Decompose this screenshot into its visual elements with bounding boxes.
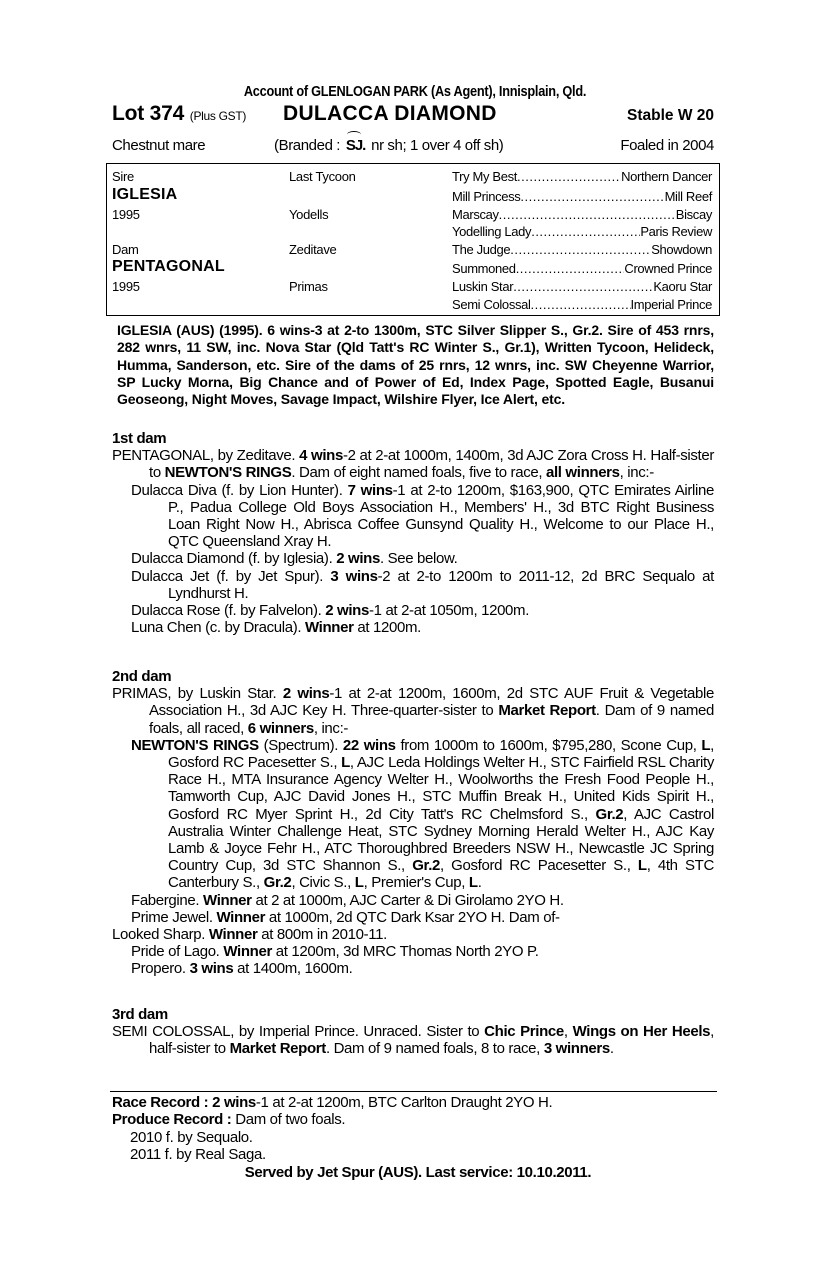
gg-name: The Judge xyxy=(452,242,511,257)
horse-name: DULACCA DIAMOND xyxy=(283,102,497,125)
gg-sire: Biscay xyxy=(675,207,712,222)
bold-text: Winner xyxy=(223,943,272,961)
text: Fabergine. xyxy=(131,891,204,909)
great-grandparent-row xyxy=(452,207,712,222)
foaled-year: Foaled in 2004 xyxy=(620,137,714,154)
text: Pride of Lago. xyxy=(131,943,224,961)
produce-record-label: Produce Record : xyxy=(112,1111,236,1129)
text: -2 at 2-at 1000m, 1400m, 3d AJC Zora Cross H. Half-sister to xyxy=(149,447,715,482)
race-record-label: Race Record : xyxy=(112,1094,213,1111)
text: , half-sister to xyxy=(149,1023,714,1058)
leader-dots xyxy=(516,261,625,276)
great-grandparent-row xyxy=(452,189,712,204)
foal-entry xyxy=(112,892,714,909)
dam-year: 1995 xyxy=(112,279,140,294)
grandfoal-entry xyxy=(112,926,714,943)
bold-text: L xyxy=(637,857,647,875)
bold-text: L xyxy=(341,754,350,772)
bold-text: L xyxy=(701,736,711,754)
leader-dots xyxy=(520,189,664,204)
section-title: 2nd dam xyxy=(112,668,172,685)
leader-dots xyxy=(499,207,676,222)
text: -1 at 2-to 1200m, $163,900, QTC Emirates Airline P., Padua College Old Boys Association H., Members' H., 3d BTC Right Business Loan Right Now H., Abrisca Coffee Gunsynd Quality H., Welcome to our Place H., QTC Queensland Xray H. xyxy=(168,481,714,551)
leader-dots xyxy=(531,224,640,239)
text: . Dam of eight named foals, five to race, xyxy=(291,464,546,482)
text: PENTAGONAL, by Zeditave. xyxy=(112,447,300,465)
bold-text: Winner xyxy=(208,926,258,944)
great-grandparent-row xyxy=(452,297,712,312)
text: , AJC Leda Holdings Welter H., STC Fairfield RSL Charity Race H., MTA Insurance Agency Welter H., Woolworths the Fresh Food People H., Tamworth Cup, AJC David Jones H., STC Muffin Break H., United Kids Spirit H., Gosford RC Myer Sprint H., 2d City Tatt's RC Chelmsford S., xyxy=(168,754,714,823)
foal-entry xyxy=(112,550,714,567)
branded-suffix: nr sh; 1 over 4 off sh) xyxy=(371,137,504,154)
text: at 1200m, 3d MRC Thomas North 2YO P. xyxy=(271,943,539,961)
great-grandparent-row xyxy=(452,169,712,184)
produce-item: 2011 f. by Real Saga. xyxy=(130,1146,266,1164)
leader-dots xyxy=(531,297,631,312)
dam-paragraph xyxy=(112,685,714,737)
foal-entry xyxy=(112,619,714,636)
pedigree-table xyxy=(106,163,720,316)
gg-sire: Paris Review xyxy=(640,224,712,239)
text: , xyxy=(563,1023,573,1041)
foal-entry xyxy=(112,568,714,602)
foal-entry xyxy=(112,737,714,892)
text: , AJC Castrol Australia Winter Challenge Heat, STC Sydney Morning Herald Welter H., AJC Kay Lamb & Joyce Fehr H., ATC Thoroughbred Breeders NSW H., Newcastle JC Spring Country Cup, 3d STC Shannon S., xyxy=(168,805,714,875)
bold-text: 4 wins xyxy=(299,447,343,465)
bold-text: 2 wins xyxy=(325,602,369,620)
gg-sire: Northern Dancer xyxy=(621,169,712,184)
text: Dam of two foals. xyxy=(235,1111,346,1129)
text: at 2 at 1000m, AJC Carter & Di Girolamo 2YO H. xyxy=(251,891,564,909)
text: from 1000m to 1600m, $795,280, Scone Cup, xyxy=(395,736,702,754)
dam-dam: Primas xyxy=(289,279,328,294)
sire-year: 1995 xyxy=(112,207,140,222)
text: -1 at 2-at 1200m, BTC Carlton Draught 2YO H. xyxy=(255,1094,553,1111)
gg-name: Mill Princess xyxy=(452,189,521,204)
text: , inc:- xyxy=(313,719,349,737)
dam-label: Dam xyxy=(112,242,139,257)
bold-text: 3 winners xyxy=(543,1040,610,1058)
stable-location: Stable W 20 xyxy=(627,107,714,124)
dam-paragraph xyxy=(112,1023,714,1057)
records-section xyxy=(112,1094,714,1181)
text: . xyxy=(609,1040,614,1058)
gg-name: Marscay xyxy=(452,207,499,222)
bold-text: Market Report xyxy=(229,1040,326,1058)
brand-mark-icon: SJ. xyxy=(345,137,366,154)
text: Dulacca Diva (f. by Lion Hunter). xyxy=(131,481,348,499)
bold-text: Gr.2 xyxy=(412,857,441,875)
bold-text: 7 wins xyxy=(347,481,393,499)
gg-name: Yodelling Lady xyxy=(452,224,532,239)
bold-text: L xyxy=(354,874,364,892)
gg-sire: Kaoru Star xyxy=(653,279,712,294)
bold-text: L xyxy=(468,874,478,892)
bold-text: Winner xyxy=(216,908,266,926)
bold-text: Market Report xyxy=(498,702,596,720)
third-dam-section xyxy=(112,1006,714,1058)
text: (Spectrum). xyxy=(258,736,343,754)
gg-sire: Mill Reef xyxy=(664,189,712,204)
great-grandparent-row xyxy=(452,279,712,294)
bold-text: 6 winners xyxy=(247,719,314,737)
brand-info xyxy=(274,137,503,154)
foal-entry xyxy=(112,943,714,960)
text: Looked Sharp. xyxy=(112,926,209,944)
lot-number xyxy=(112,102,246,126)
leader-dots xyxy=(513,279,653,294)
produce-record xyxy=(112,1111,714,1128)
bold-text: Gr.2 xyxy=(595,805,624,823)
vendor-account: Account of GLENLOGAN PARK (As Agent), Innisplain, Qld. xyxy=(243,84,587,100)
gg-name: Semi Colossal xyxy=(452,297,531,312)
foal-entry xyxy=(112,960,714,977)
section-title: 1st dam xyxy=(112,430,167,447)
section-divider xyxy=(110,1091,717,1092)
sire-label: Sire xyxy=(112,169,134,184)
gg-name: Luskin Star xyxy=(452,279,514,294)
bold-text: NEWTON'S RINGS xyxy=(131,736,259,754)
race-record xyxy=(112,1094,714,1111)
text: , Gosford RC Pacesetter S., xyxy=(168,736,714,772)
great-grandparent-row xyxy=(452,261,712,276)
leader-dots xyxy=(517,169,621,184)
text: . See below. xyxy=(379,550,458,568)
bold-text: Winner xyxy=(203,891,252,909)
bold-text: 22 wins xyxy=(342,736,396,754)
text: at 1000m, 2d QTC Dark Ksar 2YO H. Dam of- xyxy=(265,908,560,926)
bold-text: Chic Prince xyxy=(484,1023,564,1041)
gg-name: Try My Best xyxy=(452,169,518,184)
foal-entry xyxy=(112,482,714,551)
text: PRIMAS, by Luskin Star. xyxy=(112,685,283,703)
foal-entry xyxy=(112,909,714,926)
dam-sire: Zeditave xyxy=(289,242,337,257)
sire-dam: Yodells xyxy=(289,207,329,222)
text: Propero. xyxy=(131,960,190,978)
text: , 4th STC Canterbury S., xyxy=(168,857,714,892)
text: Luna Chen (c. by Dracula). xyxy=(131,619,305,637)
text: . Dam of 9 named foals, all raced, xyxy=(149,702,714,737)
text: , Gosford RC Pacesetter S., xyxy=(440,857,638,875)
section-title: 3rd dam xyxy=(112,1006,168,1023)
bold-text: 2 wins xyxy=(336,550,380,568)
colour-sex: Chestnut mare xyxy=(112,137,206,154)
produce-item: 2010 f. by Sequalo. xyxy=(130,1128,253,1146)
text: . Dam of 9 named foals, 8 to race, xyxy=(325,1040,544,1058)
lot-header xyxy=(112,102,718,130)
text: SEMI COLOSSAL, by Imperial Prince. Unraced. Sister to xyxy=(112,1023,485,1041)
text: at 1400m, 1600m. xyxy=(233,960,353,978)
great-grandparent-row xyxy=(452,242,712,257)
text: , Civic S., xyxy=(291,874,355,892)
text: at 1200m. xyxy=(353,619,421,637)
leader-dots xyxy=(510,242,651,257)
bold-text: all winners xyxy=(545,464,620,482)
bold-text: 3 wins xyxy=(189,960,234,978)
text: . xyxy=(477,874,482,892)
great-grandparent-row xyxy=(452,224,712,239)
text: Prime Jewel. xyxy=(131,908,217,926)
bold-text: 2 wins xyxy=(282,685,330,703)
bold-text: NEWTON'S RINGS xyxy=(164,464,292,482)
bold-text: Wings on Her Heels xyxy=(572,1023,711,1041)
bold-text: Gr.2 xyxy=(263,874,292,892)
served-by-note: Served by Jet Spur (AUS). Last service: 10.10.2011. xyxy=(244,1163,592,1181)
branded-prefix: (Branded : xyxy=(274,137,341,154)
gg-name: Summoned xyxy=(452,261,516,276)
gg-sire: Imperial Prince xyxy=(630,297,712,312)
gg-sire: Crowned Prince xyxy=(624,261,712,276)
plus-gst-note: (Plus GST) xyxy=(189,109,247,123)
sire-summary: IGLESIA (AUS) (1995). 6 wins-3 at 2-to 1300m, STC Silver Slipper S., Gr.2. Sire of 453 rnrs, 282 wnrs, 11 SW, inc. Nova Star (Qld Tatt's RC Winter S., Gr.1), Written Tycoon, Helideck, Humma, Sanderson, etc. Sire of the dams of 25 rnrs, 12 wnrs, inc. SW Cheyenne Warrior, SP Lucky Morna, Big Chance and of Power of Ed, Index Page, Spotted Eagle, Busanui Geoseong, Night Moves, Savage Impact, Wilshire Flyer, Ice Alert, etc. xyxy=(117,322,714,408)
text: , Premier's Cup, xyxy=(363,874,469,892)
bold-text: 2 wins xyxy=(212,1094,256,1111)
text: at 800m in 2010-11. xyxy=(257,926,387,944)
first-dam-section xyxy=(112,430,714,636)
bold-text: 3 wins xyxy=(330,567,378,585)
text: , inc:- xyxy=(619,464,654,482)
text: -1 at 2-at 1050m, 1200m. xyxy=(368,602,530,620)
bold-text: Winner xyxy=(304,619,354,637)
second-dam-section xyxy=(112,668,714,978)
gg-sire: Showdown xyxy=(651,242,712,257)
text: Dulacca Rose (f. by Falvelon). xyxy=(131,602,326,620)
dam-paragraph xyxy=(112,447,714,481)
sire-sire: Last Tycoon xyxy=(289,169,356,184)
foal-entry xyxy=(112,602,714,619)
lot-label: Lot 374 xyxy=(112,102,185,125)
text: -1 at 2-at 1200m, 1600m, 2d STC AUF Fruit & Vegetable Association H., 3d AJC Key H. Three-quarter-sister to xyxy=(149,685,714,720)
text: Dulacca Diamond (f. by Iglesia). xyxy=(131,550,337,568)
sire-name: IGLESIA xyxy=(112,186,178,203)
dam-name: PENTAGONAL xyxy=(112,258,225,275)
text: -2 at 2-to 1200m to 2011-12, 2d BRC Sequalo at Lyndhurst H. xyxy=(168,567,714,602)
text: Dulacca Jet (f. by Jet Spur). xyxy=(131,567,331,585)
